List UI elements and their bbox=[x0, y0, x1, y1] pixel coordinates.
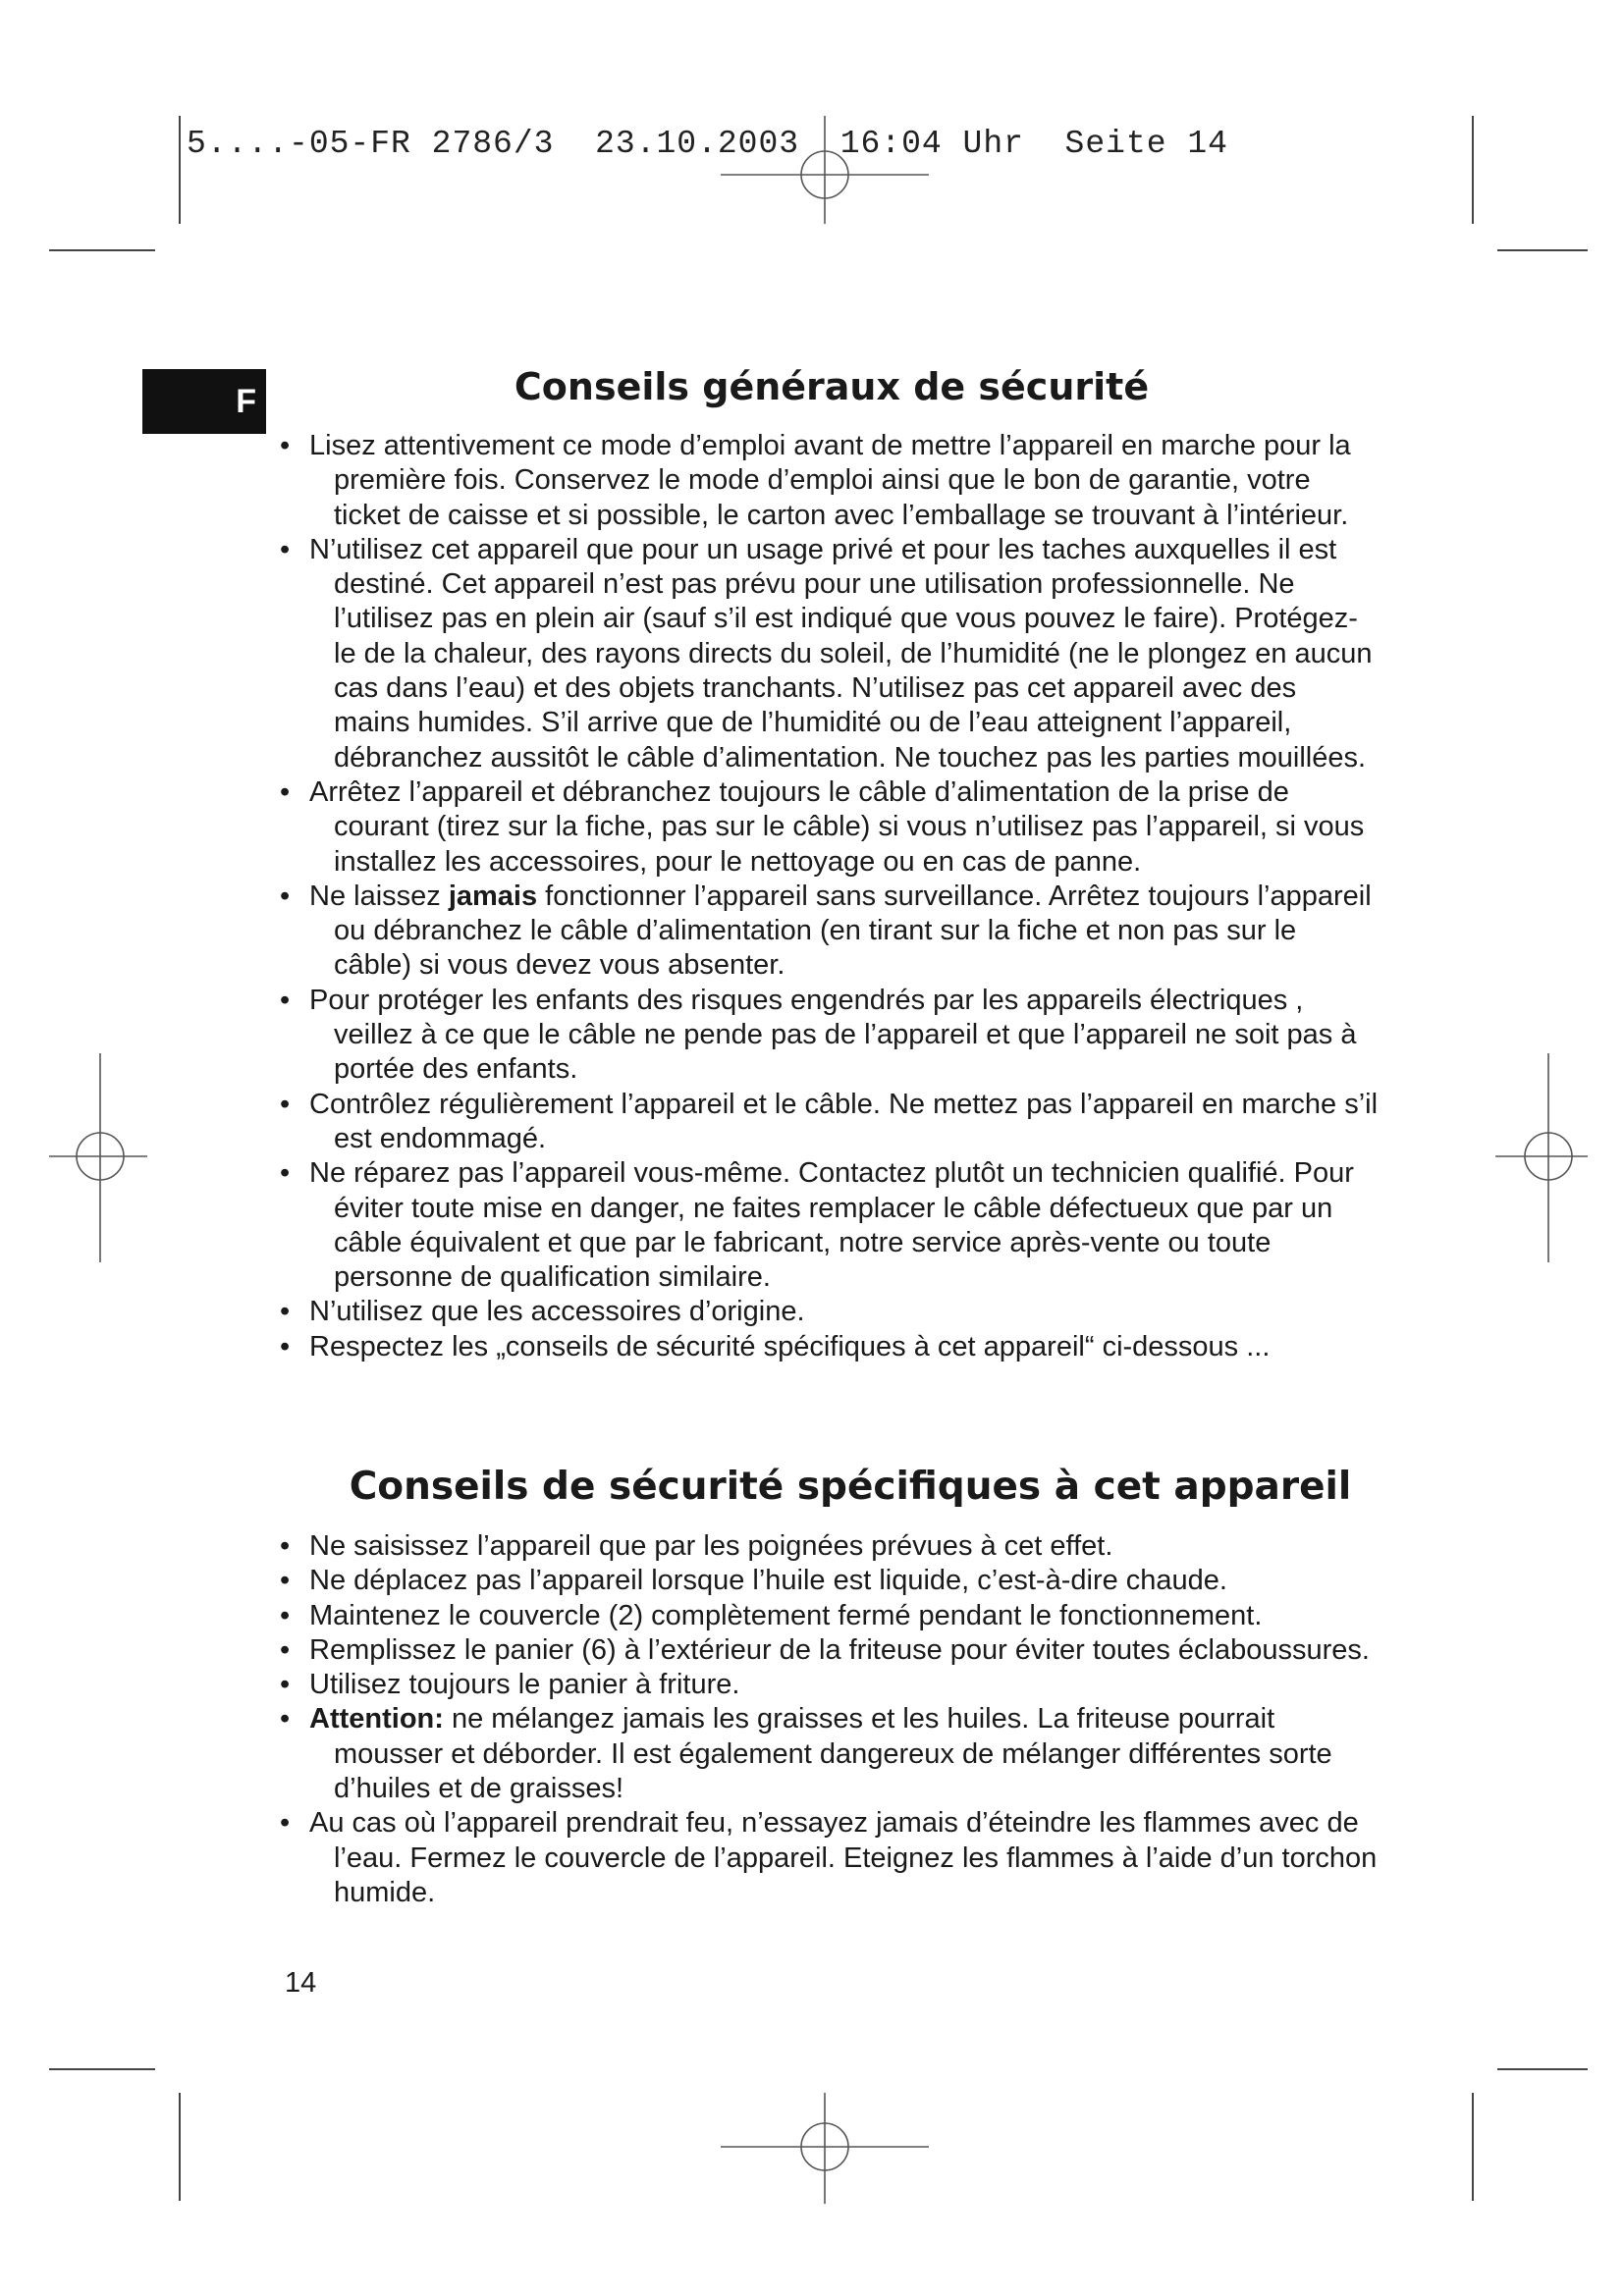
list-item: • Ne réparez pas l’appareil vous-même. Contactez plutôt un technicien qualifié. Pour éviter toute mise en danger, ne faites remplacer le câble défectueux que par un câble équivalent et que par le fabricant, notre service après-vente ou toute personne de qualification similaire. bbox=[280, 1156, 1380, 1295]
general-safety-list bbox=[280, 429, 1380, 1364]
section-title-general-safety: Conseils généraux de sécurité bbox=[514, 365, 1150, 408]
section-title-specific-safety: Conseils de sécurité spécifiques à cet appareil bbox=[349, 1465, 1352, 1509]
list-item: • Ne saisissez l’appareil que par les poignées prévues à cet effet. bbox=[280, 1529, 1380, 1564]
list-item bbox=[280, 1702, 1380, 1806]
item-emphasis: Attention: bbox=[309, 1703, 444, 1735]
page-number: 14 bbox=[285, 1967, 317, 1999]
item-text: ne mélangez jamais les graisses et les huiles. La friteuse pourrait mousser et déborder. Il est également dangereux de mélanger différentes sorte d’huiles et de graisses! bbox=[334, 1703, 1332, 1805]
list-item: • Pour protéger les enfants des risques engendrés par les appareils électriques , veillez à ce que le câble ne pende pas de l’appareil et que l’appareil ne soit pas à portée des enfants. bbox=[280, 984, 1380, 1088]
list-item: • Contrôlez régulièrement l’appareil et le câble. Ne mettez pas l’appareil en marche s’il est endommagé. bbox=[280, 1088, 1380, 1157]
list-item bbox=[280, 880, 1380, 984]
language-tab: F bbox=[142, 369, 266, 434]
item-text: Ne laissez bbox=[309, 880, 449, 912]
list-item: • Respectez les „conseils de sécurité spécifiques à cet appareil“ ci-dessous ... bbox=[280, 1330, 1380, 1364]
item-text: fonctionner l’appareil sans surveillance. Arrêtez toujours l’appareil ou débranchez le câble d’alimentation (en tirant sur la fiche et non pas sur le câble) si vous devez vous absenter. bbox=[334, 880, 1372, 982]
print-slug-header: 5....-05-FR 2786/3 23.10.2003 16:04 Uhr Seite 14 bbox=[187, 126, 1228, 162]
list-item: • Maintenez le couvercle (2) complètement fermé pendant le fonctionnement. bbox=[280, 1599, 1380, 1633]
list-item: • Arrêtez l’appareil et débranchez toujours le câble d’alimentation de la prise de courant (tirez sur la fiche, pas sur le câble) si vous n’utilisez pas l’appareil, si vous installez les accessoires, pour le nettoyage ou en cas de panne. bbox=[280, 775, 1380, 880]
list-item: • Remplissez le panier (6) à l’extérieur de la friteuse pour éviter toutes éclaboussures. bbox=[280, 1633, 1380, 1668]
list-item: • Lisez attentivement ce mode d’emploi avant de mettre l’appareil en marche pour la première fois. Conservez le mode d’emploi ainsi que le bon de garantie, votre ticket de caisse et si possible, le carton avec l’emballage se trouvant à l’intérieur. bbox=[280, 429, 1380, 533]
list-item: • N’utilisez cet appareil que pour un usage privé et pour les taches auxquelles il est destiné. Cet appareil n’est pas prévu pour une utilisation professionnelle. Ne l’utilisez pas en plein air (sauf s’il est indiqué que vous pouvez le faire). Protégez-le de la chaleur, des rayons directs du soleil, de l’humidité (ne le plongez en aucun cas dans l’eau) et des objets tranchants. N’utilisez pas cet appareil avec des mains humides. S’il arrive que de l’humidité ou de l’eau atteignent l’appareil, débranchez aussitôt le câble d’alimentation. Ne touchez pas les parties mouillées. bbox=[280, 533, 1380, 775]
item-emphasis: jamais bbox=[448, 880, 538, 912]
specific-safety-list bbox=[280, 1529, 1380, 1910]
list-item: • Utilisez toujours le panier à friture. bbox=[280, 1668, 1380, 1702]
list-item: • Au cas où l’appareil prendrait feu, n’essayez jamais d’éteindre les flammes avec de l’eau. Fermez le couvercle de l’appareil. Eteignez les flammes à l’aide d’un torchon humide. bbox=[280, 1806, 1380, 1910]
list-item: • Ne déplacez pas l’appareil lorsque l’huile est liquide, c’est-à-dire chaude. bbox=[280, 1564, 1380, 1598]
list-item: • N’utilisez que les accessoires d’origine. bbox=[280, 1295, 1380, 1329]
